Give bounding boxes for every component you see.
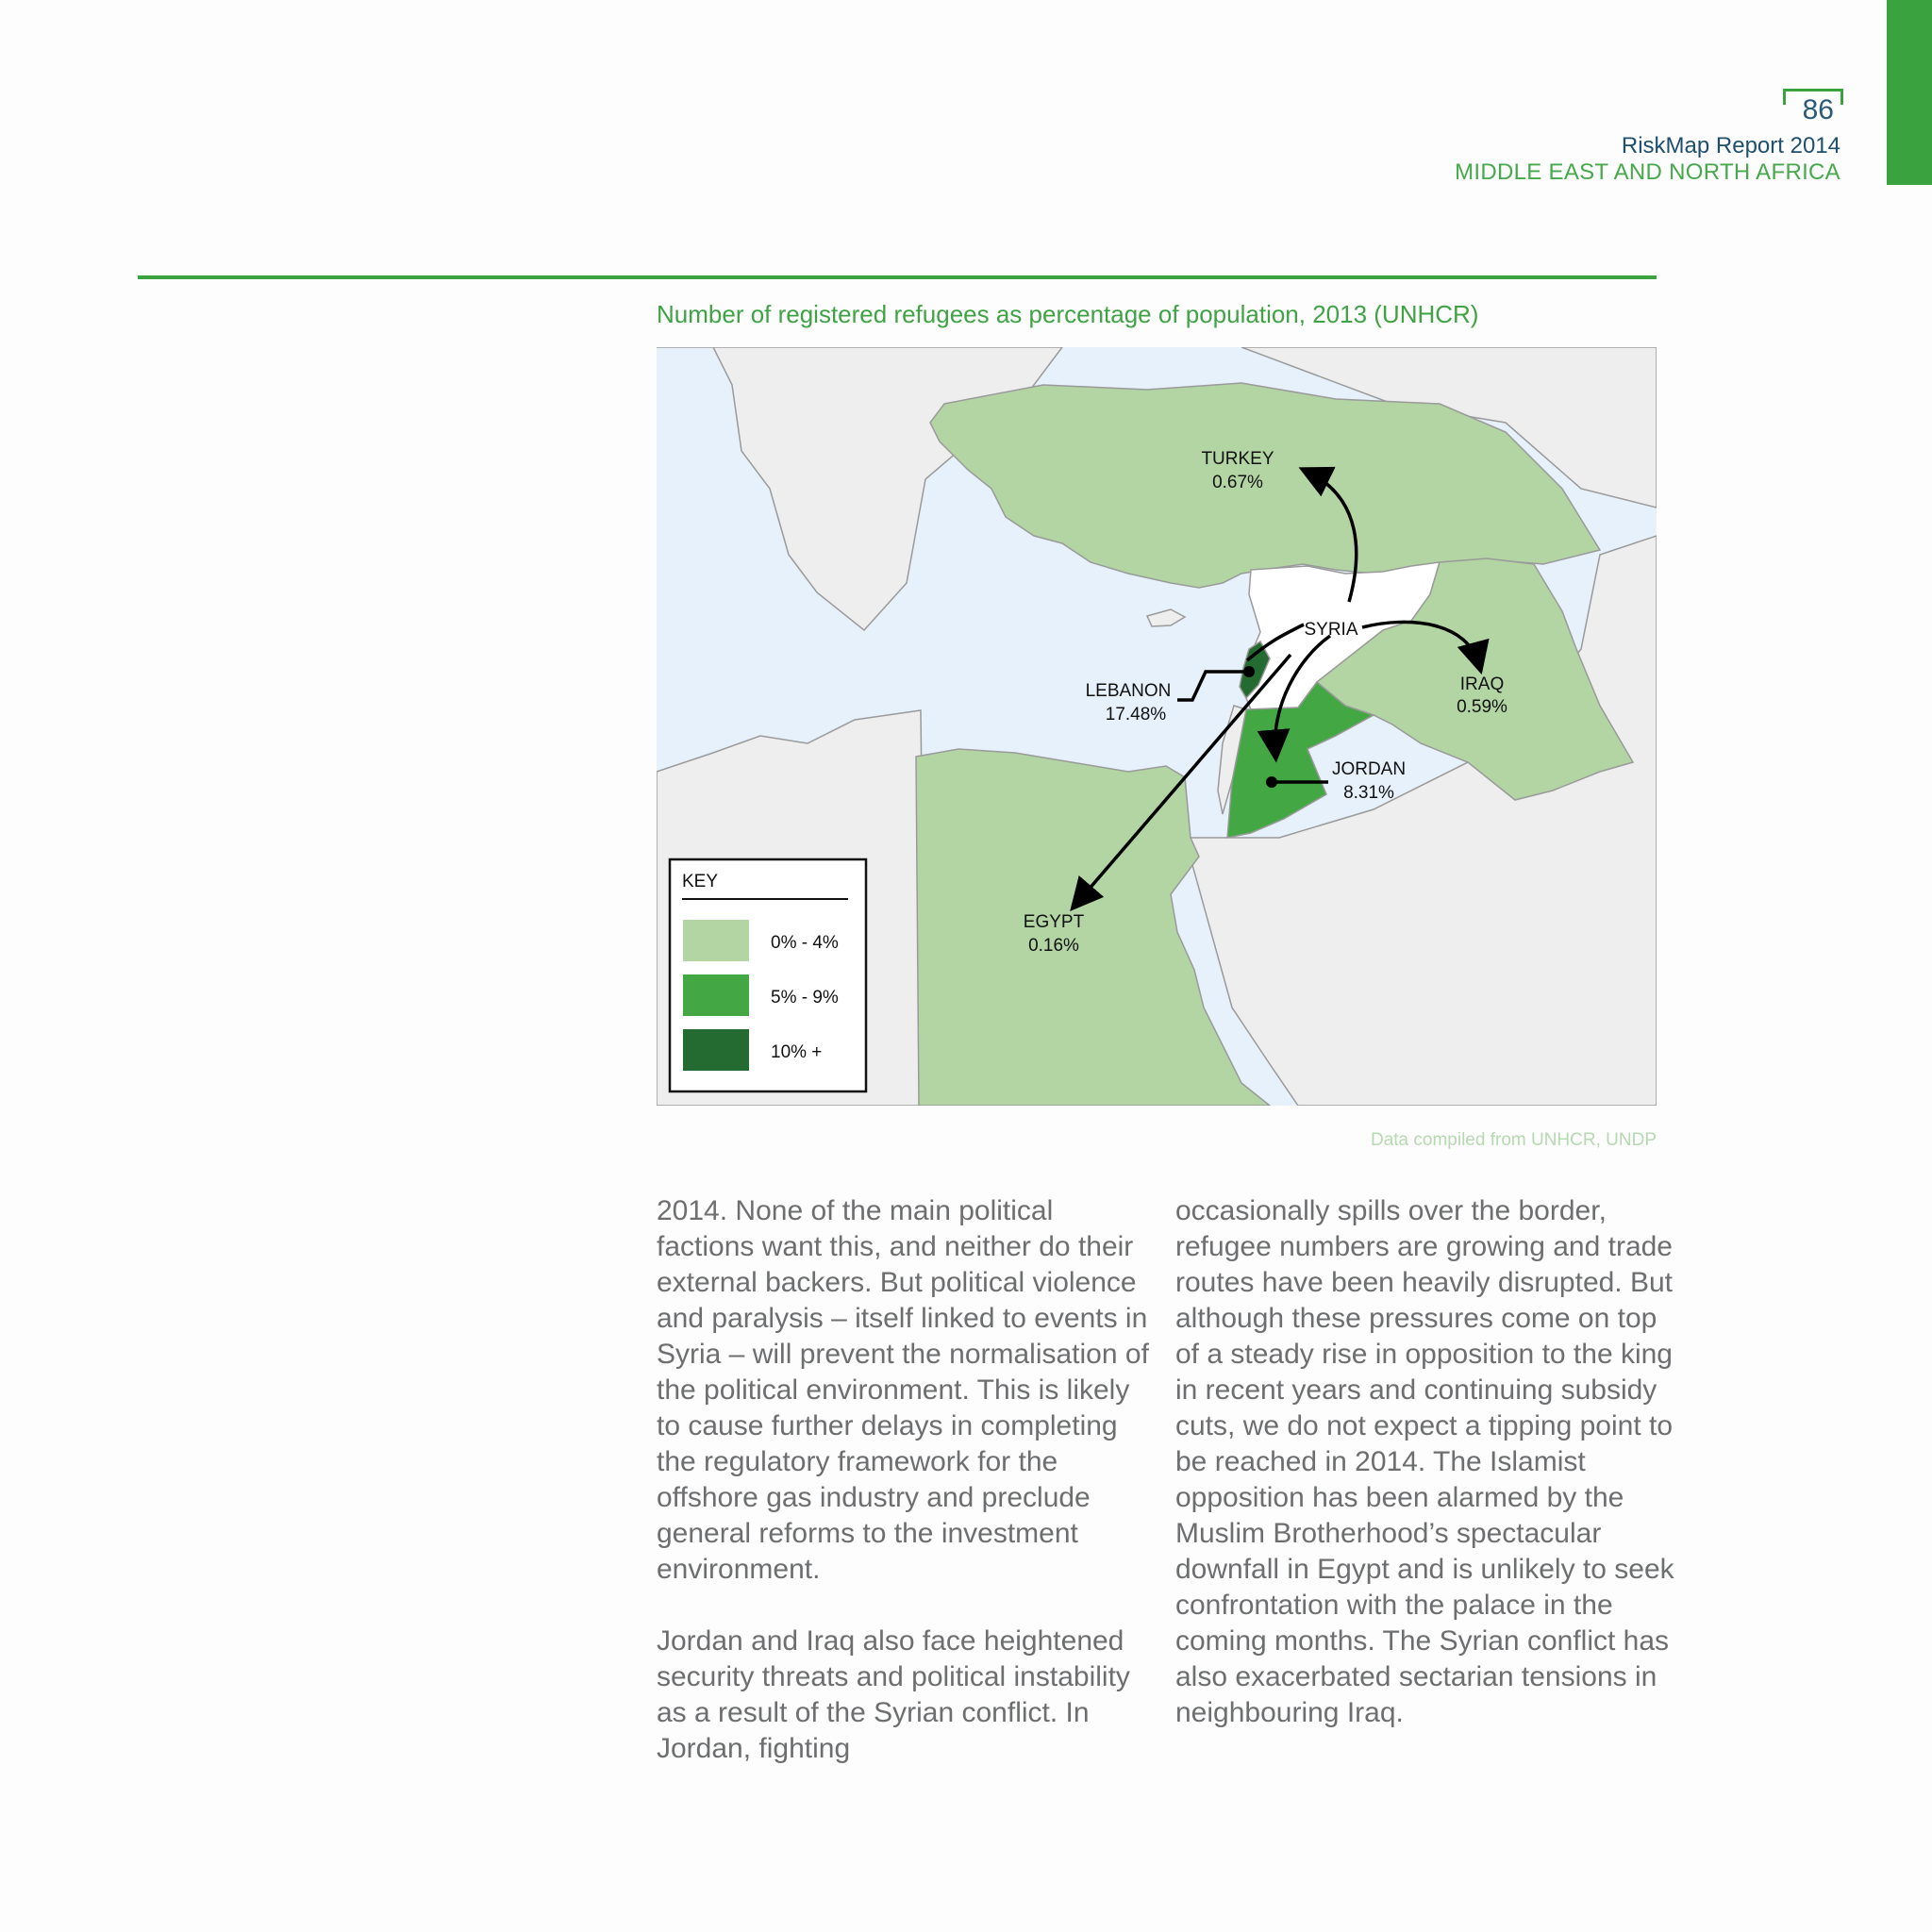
- key-label-low: 0% - 4%: [771, 933, 839, 953]
- map-label-iraq: IRAQ: [1459, 675, 1505, 694]
- map-label-syria: SYRIA: [1304, 620, 1358, 640]
- key-label-high: 10% +: [771, 1042, 823, 1062]
- key-title: KEY: [682, 872, 719, 891]
- map-label-jordan: JORDAN: [1331, 759, 1407, 779]
- page-number: 86: [1802, 94, 1834, 125]
- key-swatch-low: [683, 920, 749, 961]
- figure-title: Number of registered refugees as percentage of population, 2013 (UNHCR): [657, 300, 1479, 328]
- body-column-1: [657, 1193, 1157, 1803]
- map-label-lebanon: LEBANON: [1085, 681, 1172, 701]
- jordan-dot: [1266, 776, 1277, 788]
- map-label-turkey: TURKEY: [1201, 449, 1274, 469]
- key-label-mid: 5% - 9%: [771, 988, 839, 1008]
- map-value-jordan: 8.31%: [1343, 783, 1394, 803]
- section-color-tab: [1887, 0, 1932, 185]
- key-swatch-high: [683, 1029, 749, 1071]
- section-divider: [138, 275, 1657, 279]
- body-paragraph: 2014. None of the main political factions want this, and neither do their external backers. But political violence and paralysis – itself linked to events in Syria – will prevent the normalisation of the political environment. This is likely to cause further delays in completing the regulatory framework for the offshore gas industry and preclude general reforms to the investment environment.: [657, 1195, 1149, 1585]
- body-paragraph: Jordan and Iraq also face heightened security threats and political instability as a result of the Syrian conflict. In Jordan, fighting: [657, 1625, 1130, 1764]
- map-value-iraq: 0.59%: [1457, 697, 1507, 717]
- map-label-egypt: EGYPT: [1023, 912, 1085, 932]
- page-number-box: [1783, 89, 1841, 128]
- report-section: MIDDLE EAST AND NORTH AFRICA: [1455, 159, 1840, 185]
- refugee-map: [657, 347, 1657, 1106]
- lebanon-dot: [1243, 666, 1255, 677]
- report-title: RiskMap Report 2014: [1621, 133, 1840, 158]
- key-swatch-mid: [683, 974, 749, 1016]
- map-value-turkey: 0.67%: [1212, 473, 1263, 492]
- map-value-lebanon: 17.48%: [1105, 705, 1167, 724]
- map-key: [670, 859, 866, 1091]
- body-column-2: [1175, 1193, 1675, 1767]
- body-paragraph: occasionally spills over the border, refugee numbers are growing and trade routes have been heavily disrupted. But although these pressures come on top of a steady rise in opposition to the king in recent years and continuing subsidy cuts, we do not expect a tipping point to be reached in 2014. The Islamist opposition has been alarmed by the Muslim Brotherhood’s spectacular downfall in Egypt and is unlikely to seek confrontation with the palace in the coming months. The Syrian conflict has also exacerbated sectarian tensions in neighbouring Iraq.: [1175, 1195, 1674, 1728]
- map-value-egypt: 0.16%: [1028, 936, 1079, 956]
- figure-source: Data compiled from UNHCR, UNDP: [1370, 1130, 1657, 1150]
